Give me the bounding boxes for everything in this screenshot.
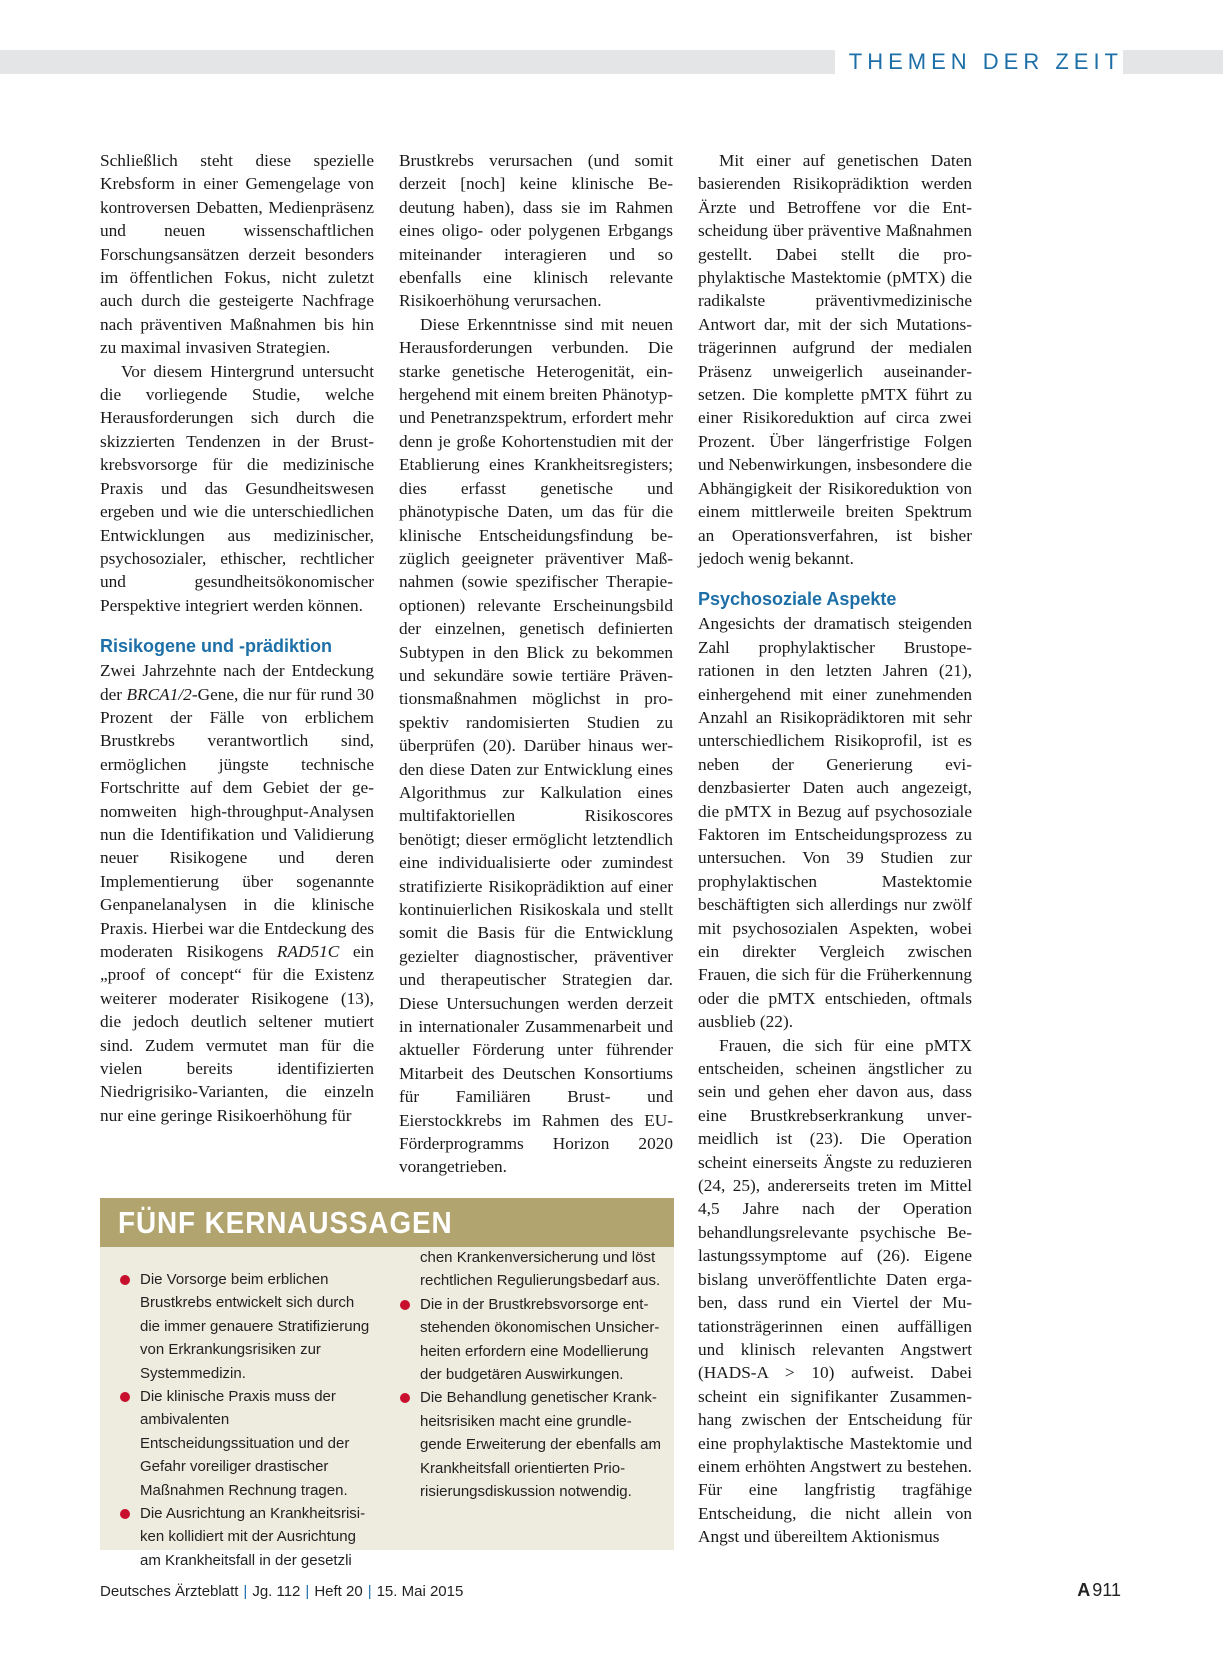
key-points-list-left — [120, 1268, 370, 1572]
issue-date: 15. Mai 2015 — [376, 1583, 464, 1600]
paragraph: Vor diesem Hintergrund untersucht die vorliegende Studie, welche Herausforderungen sich durch die skizzierten Tendenzen in der Brustkrebsvorsorge für die medizinische Praxis und das Gesundheitswesen ergeben und wie die unterschiedlichen Entwicklungen aus medizinischer, psychosozialer, ethischer, rechtlicher und gesundheitsökonomischer Perspektive integriert werden können. — [100, 361, 374, 615]
gene-name: RAD51C — [276, 942, 340, 961]
separator: | — [367, 1583, 372, 1600]
paragraph: Diese Erkenntnisse sind mit neuen Herausforderungen verbunden. Die starke genetische Heterogenität, einhergehend mit einem breiten Phänotyp- und Penetranzspektrum, erfordert mehr denn je große Kohortenstudien mit der Etablierung eines Krankheitsregisters; dies erfasst genetische und phänotypische Daten, um das für die klinische Entscheidungsfindung bezüglich geeigneter präventiver Maßnahmen (sowie spezifischer Therapieoptionen) relevante Erscheinungsbild der einzelnen, genetisch definierten Subtypen in den Blick zu bekommen und sekundäre sowie tertiäre Präventionsmaßnahmen möglichst in prospektiv randomisierten Studien zu überprüfen (20). Darüber hinaus werden diese Daten zur Entwicklung eines Algorithmus zur Kalkulation eines multifaktoriellen Risikoscores benötigt; dieser ermöglicht letztendlich eine individualisierte oder zumindest stratifizierte Risikoprädiktion auf einer kontinuierlichen Risikoskala und stellt somit die Basis für die Entwicklung gezielter diagnostischer, präventiver und therapeutischer Strategien dar. Diese Untersuchungen werden derzeit in internationaler Zusammenarbeit und aktueller Förderung unter führender Mitarbeit des Deutschen Konsortiums für Familiären Brust- und Eierstockkrebs im Rahmen des EU-Förderprogramms Horizon 2020 vorangetrieben. — [399, 314, 673, 1177]
text-run: -Gene, die nur für rund 30 Prozent der Fälle von erblichem Brustkrebs verantwortlich sind, ermöglichen jüngste technische Fortschritte auf dem Gebiet der genomweiten high-throughput-Analysen nun die Identifikation und Validierung neuer Risikogene und deren Implementierung über sogenannte Genpanelanalysen in die klinische Praxis. Hierbei war die Entdeckung des moderaten Risikogens — [100, 684, 374, 961]
column-3 — [698, 149, 972, 1549]
journal-name: Deutsches Ärzteblatt — [100, 1583, 239, 1600]
list-item — [400, 1386, 662, 1503]
key-points-list-right — [400, 1246, 662, 1503]
list-item-text: Die Behandlung genetischer Krankheitsrisiken macht eine grundlegende Erweiterung der ebenfalls am Krankheitsfall orientierten Priorisierungsdiskussion notwendig. — [420, 1389, 661, 1501]
subheading: Psychosoziale Aspekte — [698, 589, 897, 610]
page-number-value: 911 — [1092, 1580, 1121, 1600]
bullet-icon — [120, 1509, 130, 1519]
bullet-icon — [120, 1275, 130, 1285]
list-item-text: chen Krankenversicherung und löst rechtlichen Regulierungsbedarf aus. — [420, 1249, 661, 1290]
gene-name: BRCA1/2 — [126, 684, 192, 704]
list-item — [120, 1385, 370, 1502]
key-points-box — [100, 1198, 674, 1569]
paragraph — [100, 659, 374, 1127]
issue: Heft 20 — [314, 1583, 363, 1600]
volume: Jg. 112 — [252, 1583, 301, 1600]
bullet-icon — [120, 1392, 130, 1402]
separator: | — [243, 1583, 248, 1600]
separator: | — [305, 1583, 310, 1600]
bullet-icon — [400, 1300, 410, 1310]
paragraph: Mit einer auf genetischen Daten basierenden Risikoprädiktion werden Ärzte und Betroffene vor die Entscheidung über präventive Maßnahmen gestellt. Dabei stellt die prophylaktische Mastektomie (pMTX) die radikalste präventivmedizinische Antwort dar, mit der sich Mutationsträgerinnen aufgrund der medialen Präsenz unweigerlich auseinandersetzen. Die komplette pMTX führt zu einer Risikoreduktion auf circa zwei Prozent. Über längerfristige Folgen und Nebenwirkungen, insbesondere die Abhängigkeit der Risikoreduktion von einem mittlerweile breiten Spektrum an Operationsverfahren, ist bisher jedoch wenig bekannt. — [698, 151, 972, 568]
box-title-bar — [100, 1198, 674, 1247]
list-item-text: Die in der Brustkrebsvorsorge entstehenden ökonomischen Unsicherheiten erfordern eine Modellierung der budgetären Auswirkungen. — [420, 1295, 660, 1384]
text-run: ein „proof of concept“ für die Existenz weiterer moderater Risikogene (13), die jedoch deutlich seltener mutiert sind. Zudem vermutet man für die vielen bereits identifizierten Niedrigrisiko-Varianten, die einzeln nur eine geringe Risikoerhöhung für — [100, 942, 375, 1125]
list-item-text: Die Ausrichtung an Krankheitsrisiken kollidiert mit der Ausrichtung am Krankheitsfall in der gesetzli — [140, 1505, 366, 1569]
box-title: FÜNF KERNAUSSAGEN — [118, 1205, 453, 1240]
section-label: THEMEN DER ZEIT — [835, 49, 1123, 75]
column-2 — [399, 149, 673, 1179]
subheading: Risikogene und -prädiktion — [100, 636, 333, 657]
paragraph: Schließlich steht diese spezielle Krebsform in einer Gemengelage von kontroversen Debatten, Medienpräsenz und neuen wissenschaftlichen Forschungsansätzen derzeit besonders im öffentlichen Fokus, nicht zuletzt auch durch die gesteigerte Nachfrage nach präventiven Maßnahmen bis hin zu maximal invasiven Strategien. — [100, 151, 374, 358]
list-item-continuation — [400, 1246, 662, 1293]
page-prefix: A — [1077, 1580, 1091, 1600]
paragraph: Frauen, die sich für eine pMTX entscheiden, scheinen ängstlicher zu sein und gehen eher davon aus, dass eine Brustkrebserkrankung unvermeidlich ist (23). Die Operation scheint einerseits Ängste zu reduzieren (24, 25), andererseits treten im Mittel 4,5 Jahre nach der Operation behandlungsrelevante psychische Belastungssymptome auf (26). Eigene bislang unveröffentlichte Daten ergaben, dass rund ein Viertel der Mutationsträgerinnen einen auffälligen und klinisch relevanten Angstwert (HADS-A > 10) aufweist. Dabei scheint ein signifikanter Zusammenhang zwischen der Entscheidung für eine prophylaktische Mastektomie und einem erhöhten Angstwert zu bestehen. Für eine langfristig tragfähige Entscheidung, die nicht allein von Angst und übereiltem Aktionismus — [698, 1035, 972, 1547]
column-1 — [100, 149, 374, 1127]
list-item-text: Die Vorsorge beim erblichen Brustkrebs entwickelt sich durch die immer genauere Stratifizierung von Erkrankungsrisiken zur Systemmedizin. — [140, 1271, 370, 1382]
list-item — [120, 1268, 370, 1385]
list-item — [400, 1293, 662, 1387]
list-item-text: Die klinische Praxis muss der ambivalenten Entscheidungssituation und der Gefahr voreiliger drastischer Maßnahmen Rechnung tragen. — [140, 1388, 350, 1499]
list-item — [120, 1502, 370, 1572]
paragraph: Angesichts der dramatisch steigenden Zahl prophylaktischer Brustoperationen in den letzten Jahren (21), einhergehend mit einer zunehmenden Anzahl an Risikoprädiktoren mit sehr unterschiedlichem Risikoprofil, ist es neben der Generierung evidenzbasierter Daten auch angezeigt, die pMTX in Bezug auf psychosoziale Faktoren im Entscheidungsprozess zu untersuchen. Von 39 Studien zur prophylaktischen Mastektomie beschäftigten sich allerdings nur zwölf mit psychosozialen Aspekten, wobei ein direkter Vergleich zwischen Frauen, die sich für die Früherkennung oder die pMTX entschieden, oftmals ausblieb (22). — [698, 614, 972, 1032]
paragraph: Brustkrebs verursachen (und somit derzeit [noch] keine klinische Bedeutung haben), dass sie im Rahmen eines oligo- oder polygenen Erbgangs miteinander interagieren und so ebenfalls eine klinisch relevante Risikoerhöhung verursachen. — [399, 151, 673, 311]
footer — [100, 1583, 463, 1600]
bullet-icon — [400, 1393, 410, 1403]
page-number — [1077, 1580, 1121, 1601]
text-run: Zwei Jahrzehnte nach der Entdeckung der — [100, 661, 374, 704]
